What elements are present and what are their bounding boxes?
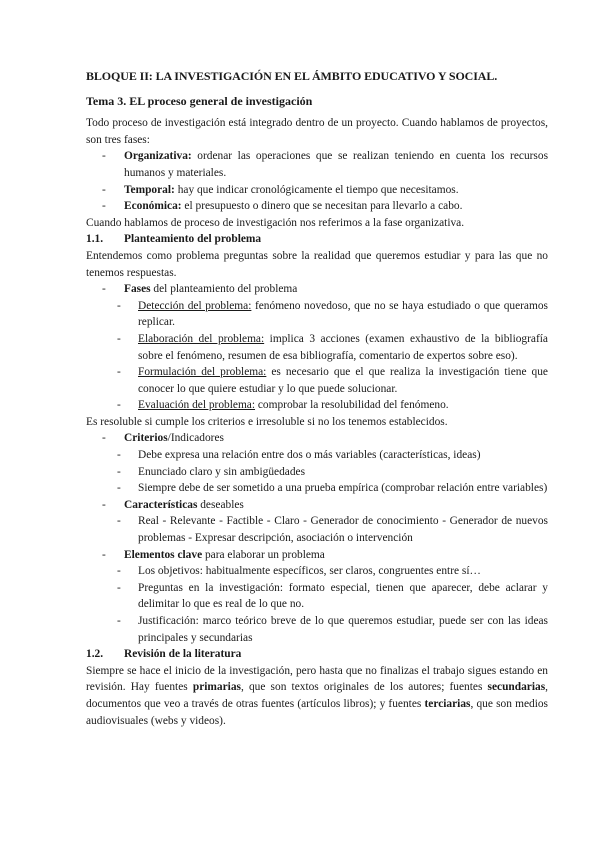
list-item: - Formulación del problema: es necesario que el que realiza la investigación tiene que conocer lo que quiere estudiar y lo que puede solucionar. [117, 366, 548, 395]
list-item: - Temporal: hay que indicar cronológicamente el tiempo que necesitamos. [102, 183, 459, 196]
sub-list [86, 563, 548, 646]
sub-list [86, 513, 548, 546]
list-item: - Económica: el presupuesto o dinero que se necesitan para llevarlo a cabo. [102, 200, 463, 213]
sub-list [86, 447, 548, 497]
section-heading: 1.1. Planteamiento del problema [86, 233, 262, 246]
paragraph: Siempre se hace el inicio de la investigación, pero hasta que no finalizas el trabajo sigues estando en revisión. Hay fuentes primarias, que son textos originales de los autores; fuentes secundarias, documentos que veo a través de otras fuentes (artículos libros); y fuentes terciarias, que son medios audiovisuales (webs y videos). [86, 664, 548, 727]
list-item: - Fases del planteamiento del problema - Detección del problema: fenómeno novedoso, que no se haya estudiado o que queramos replicar. - Elaboración del problema: implica 3 acciones (examen exhaustivo de la bibliografía sobre el fenómeno, resumen de esa bibliografía, comentario de expertos sobre eso). - Formulación del problema: es necesario que el que realiza la investigación tiene que conocer lo que quiere estudiar y lo que puede solucionar. - Evaluación del problema: comprobar la resolubilidad del fenómeno. [86, 281, 548, 414]
list-item: - Siempre debe de ser sometido a una prueba empírica (comprobar relación entre variables) [117, 482, 548, 495]
planning-list [86, 281, 548, 414]
list-item: - Elaboración del problema: implica 3 acciones (examen exhaustivo de la bibliografía sobre el fenómeno, resumen de esa bibliografía, comentario de expertos sobre eso). [117, 332, 548, 362]
criteria-list [86, 430, 548, 646]
list-item: - Características deseables - Real - Relevante - Factible - Claro - Generador de conocimiento - Generador de nuevos problemas - Expresar descripción, asociación o intervención [86, 497, 548, 547]
list-item: - Criterios/Indicadores - Debe expresa una relación entre dos o más variables (características, ideas) - Enunciado claro y sin ambigüedades - Siempre debe de ser sometido a una prueba empírica (comprobar relación entre variables) [86, 430, 548, 496]
list-item: - Organizativa: ordenar las operaciones que se realizan teniendo en cuenta los recursos humanos y materiales. [102, 150, 548, 179]
sub-list [86, 298, 548, 414]
list-item: - Real - Relevante - Factible - Claro - Generador de conocimiento - Generador de nuevos problemas - Expresar descripción, asociación o intervención [117, 515, 548, 545]
section-heading: 1.2. Revisión de la literatura [86, 648, 242, 661]
list-item: - Los objetivos: habitualmente específicos, ser claros, congruentes entre sí… [117, 565, 481, 578]
phases-list [86, 148, 548, 214]
list-item: - Enunciado claro y sin ambigüedades [117, 465, 306, 478]
list-item: - Debe expresa una relación entre dos o más variables (características, ideas) [117, 449, 481, 462]
list-item: - Elementos clave para elaborar un problema - Los objetivos: habitualmente específicos, ser claros, congruentes entre sí… - Preguntas en la investigación: formato especial, tienen que aparecer, debe aclarar y delimitar lo que es real de lo que no. - Justificación: marco teórico breve de lo que queremos estudiar, puede ser con las ideas principales y secundarias [86, 547, 548, 647]
paragraph: Es resoluble si cumple los criterios e irresoluble si no los tenemos establecidos. [86, 415, 448, 428]
list-item: - Preguntas en la investigación: formato especial, tienen que aparecer, debe aclarar y delimitar lo que es real de lo que no. [117, 581, 548, 611]
list-item: - Evaluación del problema: comprobar la resolubilidad del fenómeno. [117, 399, 449, 412]
paragraph: Entendemos como problema preguntas sobre la realidad que queremos estudiar y para las que no tenemos respuestas. [86, 249, 548, 279]
list-item: - Detección del problema: fenómeno novedoso, que no se haya estudiado o que queramos replicar. [117, 299, 548, 329]
list-item: - Justificación: marco teórico breve de lo que queremos estudiar, puede ser con las ideas principales y secundarias [117, 615, 548, 644]
intro-paragraph: Todo proceso de investigación está integrado dentro de un proyecto. Cuando hablamos de proyectos, son tres fases: [86, 117, 548, 146]
topic-heading: Tema 3. EL proceso general de investigación [86, 93, 313, 108]
block-heading: BLOQUE II: LA INVESTIGACIÓN EN EL ÁMBITO EDUCATIVO Y SOCIAL. [86, 69, 498, 83]
paragraph: Cuando hablamos de proceso de investigación nos referimos a la fase organizativa. [86, 216, 465, 229]
